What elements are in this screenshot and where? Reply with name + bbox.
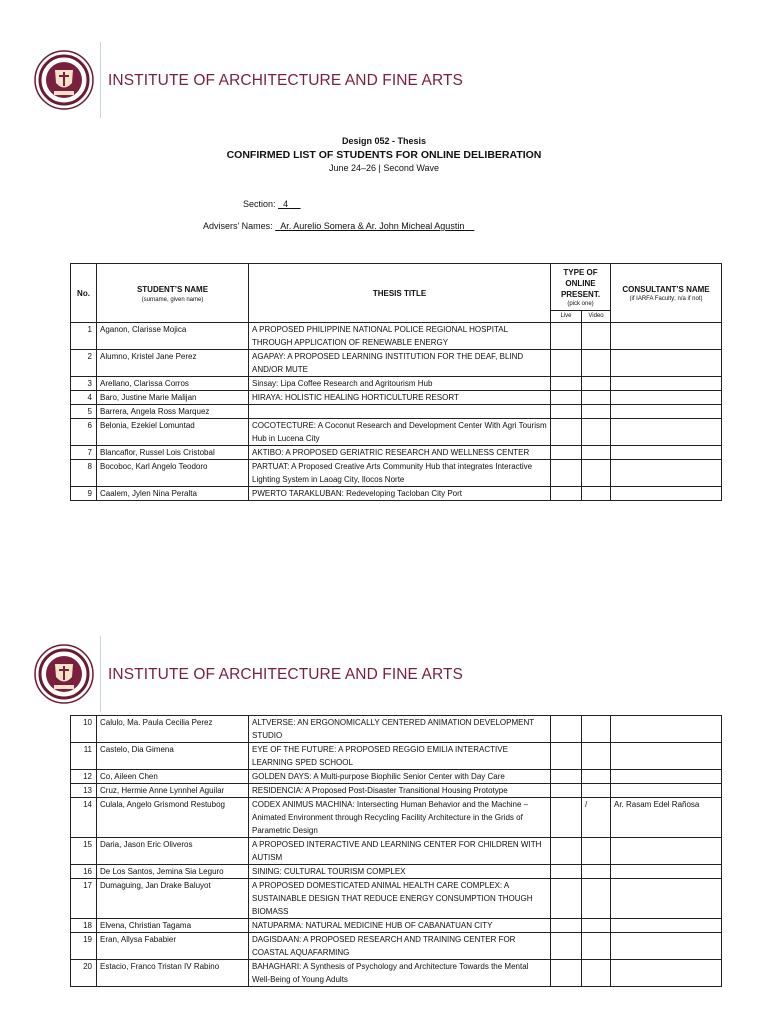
thesis-title-cell: A PROPOSED PHILIPPINE NATIONAL POLICE REGIONAL HOSPITAL THROUGH APPLICATION OF RENEWABLE ENERGY [249, 323, 551, 350]
header-consultant: CONSULTANT’S NAME (if IARFA Faculty; n/a if not) [611, 264, 722, 323]
student-name-cell: Daria, Jason Eric Oliveros [97, 838, 249, 865]
live-cell [551, 487, 582, 501]
video-cell [582, 460, 611, 487]
video-cell [582, 933, 611, 960]
table-row [71, 960, 722, 987]
consultant-cell [611, 838, 722, 865]
thesis-title-cell: BAHAGHARI: A Synthesis of Psychology and Architecture Towards the Mental Well-Being of Young Adults [249, 960, 551, 987]
institution-seal-logo [34, 644, 94, 704]
student-name-cell: Bocoboc, Karl Angelo Teodoro [97, 460, 249, 487]
video-cell [582, 350, 611, 377]
row-number: 19 [71, 933, 97, 960]
consultant-cell [611, 487, 722, 501]
row-number: 17 [71, 879, 97, 919]
thesis-title-cell: ALTVERSE: AN ERGONOMICALLY CENTERED ANIMATION DEVELOPMENT STUDIO [249, 716, 551, 743]
table-row [71, 323, 722, 350]
thesis-title-cell: A PROPOSED INTERACTIVE AND LEARNING CENTER FOR CHILDREN WITH AUTISM [249, 838, 551, 865]
row-number: 3 [71, 377, 97, 391]
row-number: 2 [71, 350, 97, 377]
thesis-title-cell: GOLDEN DAYS: A Multi-purpose Biophilic Senior Center with Day Care [249, 770, 551, 784]
row-number: 8 [71, 460, 97, 487]
consultant-cell [611, 391, 722, 405]
consultant-cell [611, 405, 722, 419]
video-cell: / [582, 798, 611, 838]
video-cell [582, 391, 611, 405]
consultant-cell [611, 323, 722, 350]
thesis-title-cell: PARTUAT: A Proposed Creative Arts Community Hub that integrates Interactive Lighting System in Laoag City, Ilocos Norte [249, 460, 551, 487]
video-cell [582, 419, 611, 446]
consultant-cell [611, 770, 722, 784]
row-number: 16 [71, 865, 97, 879]
consultant-cell [611, 784, 722, 798]
live-cell [551, 865, 582, 879]
live-cell [551, 419, 582, 446]
table-row [71, 919, 722, 933]
live-cell [551, 838, 582, 865]
consultant-cell [611, 743, 722, 770]
row-number: 4 [71, 391, 97, 405]
thesis-title-cell: EYE OF THE FUTURE: A PROPOSED REGGIO EMILIA INTERACTIVE LEARNING SPED SCHOOL [249, 743, 551, 770]
video-cell [582, 838, 611, 865]
thesis-title-cell: PWERTO TARAKLUBAN: Redeveloping Tacloban City Port [249, 487, 551, 501]
section-value: 4 [283, 199, 289, 209]
course-code: Design 052 - Thesis [341, 136, 427, 146]
row-number: 1 [71, 323, 97, 350]
consultant-cell [611, 716, 722, 743]
video-cell [582, 446, 611, 460]
thesis-title-cell [249, 405, 551, 419]
row-number: 12 [71, 770, 97, 784]
consultant-cell [611, 350, 722, 377]
header-no: No. [71, 264, 97, 323]
table-row [71, 743, 722, 770]
table-row [71, 460, 722, 487]
live-cell [551, 879, 582, 919]
video-cell [582, 405, 611, 419]
table-row [71, 838, 722, 865]
header-divider [100, 636, 101, 712]
section-label: Section: [243, 199, 276, 209]
video-cell [582, 716, 611, 743]
student-name-cell: Barrera, Angela Ross Marquez [97, 405, 249, 419]
student-name-cell: Castelo, Dia Gimena [97, 743, 249, 770]
video-cell [582, 919, 611, 933]
table-row [71, 770, 722, 784]
row-number: 15 [71, 838, 97, 865]
live-cell [551, 391, 582, 405]
advisers-value: Ar. Aurelio Somera & Ar. John Micheal Agustin [280, 221, 465, 231]
row-number: 10 [71, 716, 97, 743]
thesis-title-cell: Sinsay: Lipa Coffee Research and Agritourism Hub [249, 377, 551, 391]
header-student-name: STUDENT’S NAME (surname, given name) [97, 264, 249, 323]
live-cell [551, 460, 582, 487]
video-cell [582, 865, 611, 879]
row-number: 14 [71, 798, 97, 838]
table-row [71, 933, 722, 960]
video-cell [582, 770, 611, 784]
video-cell [582, 960, 611, 987]
consultant-cell: Ar. Rasam Edel Rañosa [611, 798, 722, 838]
student-name-cell: Blancaflor, Russel Lois Cristobal [97, 446, 249, 460]
student-name-cell: Calulo, Ma. Paula Cecilia Perez [97, 716, 249, 743]
student-name-cell: Arellano, Clarissa Corros [97, 377, 249, 391]
table-row [71, 446, 722, 460]
thesis-title-cell: NATUPARMA: NATURAL MEDICINE HUB OF CABANATUAN CITY [249, 919, 551, 933]
consultant-cell [611, 960, 722, 987]
student-name-cell: Baro, Justine Marie Malijan [97, 391, 249, 405]
table-row [71, 419, 722, 446]
thesis-title-cell: HIRAYA: HOLISTIC HEALING HORTICULTURE RESORT [249, 391, 551, 405]
student-name-cell: Eran, Allysa Fababier [97, 933, 249, 960]
student-name-cell: Aganon, Clarisse Mojica [97, 323, 249, 350]
advisers-label: Advisers’ Names: [203, 221, 273, 231]
table-row [71, 784, 722, 798]
table-row [71, 377, 722, 391]
table-body-page-2 [71, 716, 722, 987]
institution-seal-logo [34, 50, 94, 110]
row-number: 11 [71, 743, 97, 770]
thesis-title-cell: A PROPOSED DOMESTICATED ANIMAL HEALTH CARE COMPLEX: A SUSTAINABLE DESIGN THAT REDUCE ENERGY CONSUMPTION THOUGH BIOMASS [249, 879, 551, 919]
consultant-cell [611, 865, 722, 879]
students-table-page-1 [70, 263, 722, 501]
consultant-cell [611, 377, 722, 391]
thesis-title-cell: SINING: CULTURAL TOURISM COMPLEX [249, 865, 551, 879]
student-name-cell: Alumno, Kristel Jane Perez [97, 350, 249, 377]
table-row [71, 716, 722, 743]
live-cell [551, 798, 582, 838]
document-title: CONFIRMED LIST OF STUDENTS FOR ONLINE DELIBERATION [226, 149, 542, 161]
header-video: Video [582, 311, 611, 323]
student-name-cell: Caalem, Jylen Nina Peralta [97, 487, 249, 501]
student-name-cell: Culala, Angelo Grismond Restubog [97, 798, 249, 838]
video-cell [582, 487, 611, 501]
thesis-title-cell: AGAPAY: A PROPOSED LEARNING INSTITUTION FOR THE DEAF, BLIND AND/OR MUTE [249, 350, 551, 377]
live-cell [551, 743, 582, 770]
table-body-page-1 [71, 323, 722, 501]
row-number: 20 [71, 960, 97, 987]
live-cell [551, 323, 582, 350]
thesis-title-cell: RESIDENCIA: A Proposed Post-Disaster Transitional Housing Prototype [249, 784, 551, 798]
consultant-cell [611, 879, 722, 919]
student-name-cell: Belonia, Ezekiel Lomuntad [97, 419, 249, 446]
consultant-cell [611, 919, 722, 933]
row-number: 13 [71, 784, 97, 798]
row-number: 6 [71, 419, 97, 446]
live-cell [551, 716, 582, 743]
live-cell [551, 784, 582, 798]
table-row [71, 865, 722, 879]
thesis-title-cell: AKTIBO: A PROPOSED GERIATRIC RESEARCH AND WELLNESS CENTER [249, 446, 551, 460]
row-number: 7 [71, 446, 97, 460]
consultant-cell [611, 460, 722, 487]
row-number: 5 [71, 405, 97, 419]
table-row [71, 405, 722, 419]
consultant-cell [611, 933, 722, 960]
thesis-title-cell: CODEX ANIMUS MACHINA: Intersecting Human Behavior and the Machine – Animated Environment through Recycling Facility Architecture in the Grids of Parametric Design [249, 798, 551, 838]
student-name-cell: Estacio, Franco Tristan IV Rabino [97, 960, 249, 987]
document-dates: June 24–26 | Second Wave [328, 163, 440, 173]
live-cell [551, 405, 582, 419]
table-row [71, 350, 722, 377]
consultant-cell [611, 446, 722, 460]
video-cell [582, 784, 611, 798]
live-cell [551, 446, 582, 460]
student-name-cell: Cruz, Hermie Anne Lynnhel Aguilar [97, 784, 249, 798]
header-divider [100, 42, 101, 118]
students-table-page-2 [70, 715, 722, 987]
institute-name: INSTITUTE OF ARCHITECTURE AND FINE ARTS [108, 72, 463, 89]
header-thesis-title: THESIS TITLE [249, 264, 551, 323]
table-row [71, 391, 722, 405]
video-cell [582, 743, 611, 770]
live-cell [551, 919, 582, 933]
student-name-cell: Elvena, Christian Tagama [97, 919, 249, 933]
header-type-of-presentation: TYPE OF ONLINE PRESENT. (pick one) [551, 264, 611, 311]
section-line [243, 199, 301, 209]
student-name-cell: Co, Aileen Chen [97, 770, 249, 784]
page-2 [0, 600, 768, 1024]
student-name-cell: De Los Santos, Jemina Sia Leguro [97, 865, 249, 879]
video-cell [582, 323, 611, 350]
live-cell [551, 933, 582, 960]
video-cell [582, 879, 611, 919]
live-cell [551, 350, 582, 377]
student-name-cell: Dumaguing, Jan Drake Baluyot [97, 879, 249, 919]
table-row [71, 879, 722, 919]
thesis-title-cell: COCOTECTURE: A Coconut Research and Development Center With Agri Tourism Hub in Lucena City [249, 419, 551, 446]
header-live: Live [551, 311, 582, 323]
live-cell [551, 770, 582, 784]
video-cell [582, 377, 611, 391]
table-row [71, 487, 722, 501]
row-number: 18 [71, 919, 97, 933]
consultant-cell [611, 419, 722, 446]
live-cell [551, 377, 582, 391]
row-number: 9 [71, 487, 97, 501]
advisers-line [203, 221, 474, 231]
table-row [71, 798, 722, 838]
thesis-title-cell: DAGISDAAN: A PROPOSED RESEARCH AND TRAINING CENTER FOR COASTAL AQUAFARMING [249, 933, 551, 960]
institute-name: INSTITUTE OF ARCHITECTURE AND FINE ARTS [108, 666, 463, 683]
live-cell [551, 960, 582, 987]
